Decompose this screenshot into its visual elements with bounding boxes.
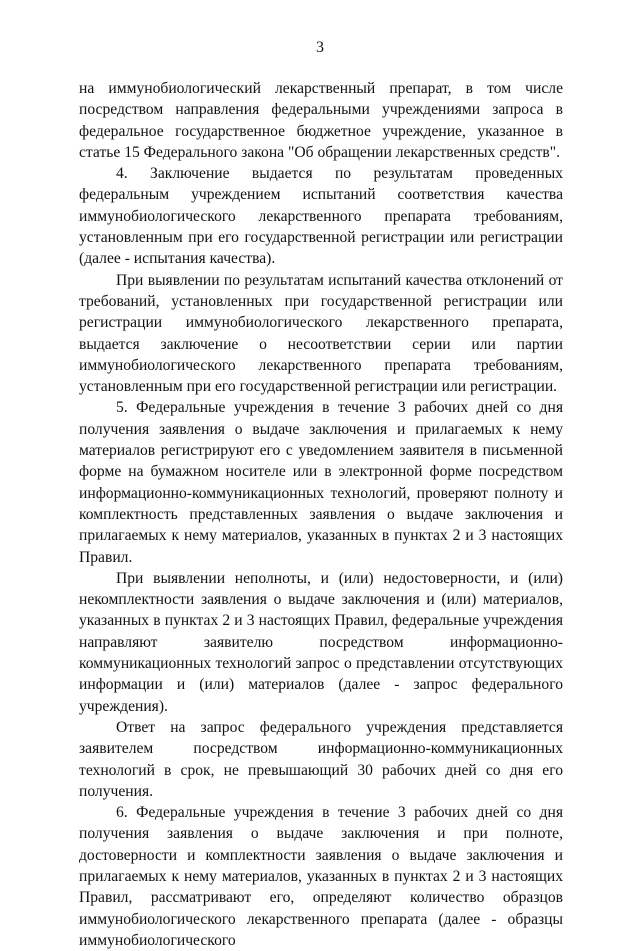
paragraph-clause-5: 5. Федеральные учреждения в течение 3 рабочих дней со дня получения заявления о выдаче заключения и прилагаемых к нему материалов регистрируют его с уведомлением заявителя в письменной форме на бумажном носителе или в электронной форме посредством информационно-коммуникационных технологий, проверяют полноту и комплектность представленных заявления о выдаче заключения и прилагаемых к нему материалов, указанных в пунктах 2 и 3 настоящих Правил. xyxy=(79,399,563,566)
document-body xyxy=(79,78,563,951)
paragraph-continuation: на иммунобиологический лекарственный препарат, в том числе посредством направления федеральными учреждениями запроса в федеральное государственное бюджетное учреждение, указанное в статье 15 Федерального закона "Об обращении лекарственных средств". xyxy=(79,80,563,161)
paragraph-clause-4: 4. Заключение выдается по результатам проведенных федеральным учреждением испытаний соответствия качества иммунобиологического лекарственного препарата требованиям, установленным при его государственной регистрации или регистрации (далее - испытания качества). xyxy=(79,165,563,268)
paragraph-deviation: При выявлении по результатам испытаний качества отклонений от требований, установленных при государственной регистрации или регистрации иммунобиологического лекарственного препарата, выдается заключение о несоответствии серии или партии иммунобиологического лекарственного препарата требованиям, установленным при его государственной регистрации или регистрации. xyxy=(79,271,563,396)
paragraph-response: Ответ на запрос федерального учреждения представляется заявителем посредством информационно-коммуникационных технологий в срок, не превышающий 30 рабочих дней со дня его получения. xyxy=(79,718,563,800)
paragraph-incompleteness: При выявлении неполноты, и (или) недостоверности, и (или) некомплектности заявления о выдаче заключения и (или) материалов, указанных в пунктах 2 и 3 настоящих Правил, федеральные учреждения направляют заявителю посредством информационно-коммуникационных технологий запрос о представлении отсутствующих информации и (или) материалов (далее - запрос федерального учреждения). xyxy=(79,569,563,715)
paragraph-clause-6: 6. Федеральные учреждения в течение 3 рабочих дней со дня получения заявления о выдаче заключения и при полноте, достоверности и комплектности заявления о выдаче заключения и прилагаемых к нему материалов, указанных в пунктах 2 и 3 настоящих Правил, рассматривают его, определяют количество образцов иммунобиологического лекарственного препарата (далее - образцы иммунобиологического xyxy=(79,804,563,949)
page-number: 3 xyxy=(316,39,324,56)
